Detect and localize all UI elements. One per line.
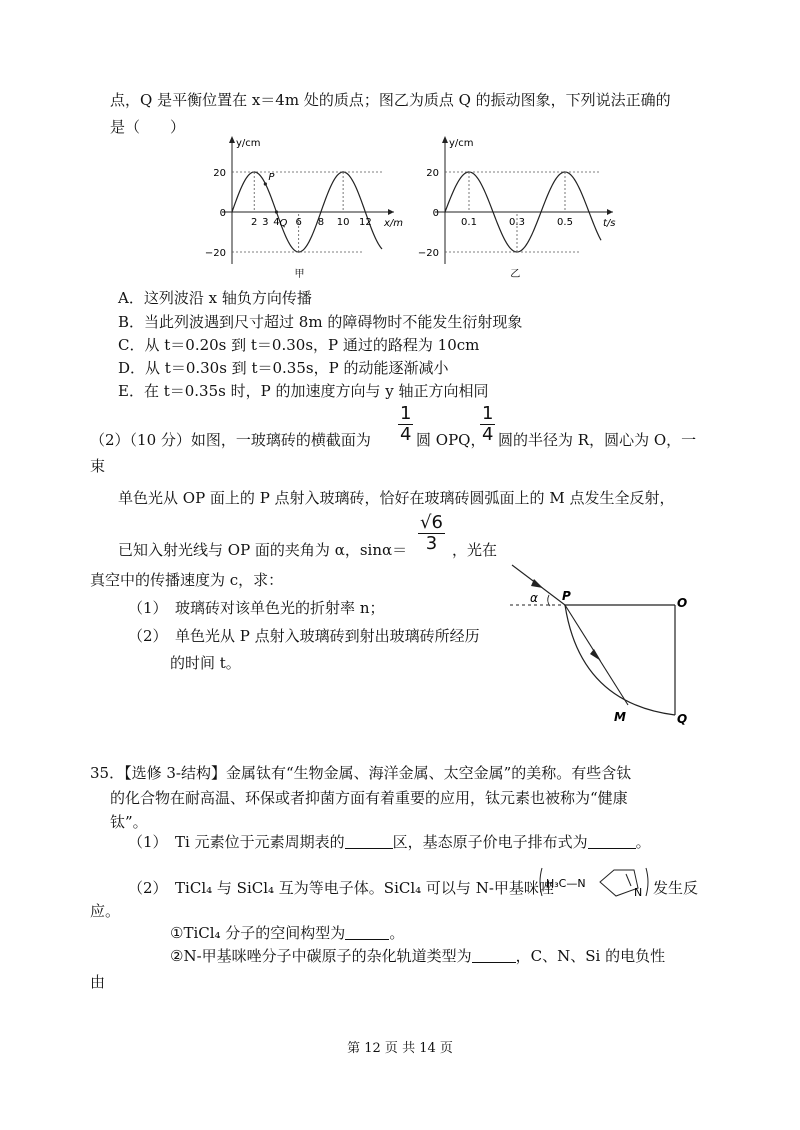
point-q [275,210,278,213]
x-tick-label: 0.1 [461,217,477,228]
struct-open-paren [540,868,542,896]
chem-sub1 [170,922,404,944]
glass-line5: 真空中的传播速度为 c，求： [90,571,284,589]
glass-q2-b: 的时间 t。 [170,654,241,672]
imidazole-ring [600,870,638,896]
answer-blank-shape[interactable] [345,925,389,940]
chem-line1: 35．【选修 3-结构】金属钛有“生物金属、海洋金属、太空金属”的美称。有些含钛 [90,764,632,782]
chem-q1-c: 。 [635,833,651,851]
chem-line2: 的化合物在耐高温、环保或者抑菌方面有着重要的应用，钛元素也被称为“健康 [110,789,628,807]
frac-num: 1 [400,403,412,424]
x-tick-label: 6 [295,217,302,228]
y-axis-arrow-icon [229,136,235,143]
struct-close-paren [646,868,648,896]
alpha-arc [548,595,550,606]
glass-q2-a: （2） 单色光从 P 点射入玻璃砖到射出玻璃砖所经历 [128,627,480,645]
struct-ch3-label: H₃C—N [546,877,586,890]
point-label-q: Q [279,218,288,229]
chart-yi-plot [418,136,616,280]
option-c: C．从 t＝0.20s 到 t＝0.30s，P 通过的路程为 10cm [118,336,480,354]
y-tick-label: −20 [417,248,439,259]
option-d: D．从 t＝0.30s 到 t＝0.35s，P 的动能逐渐减小 [118,359,449,377]
chem-sub2-c: 由 [90,973,106,991]
x-tick-label: 8 [317,217,325,228]
chem-line3: 钛”。 [110,813,148,831]
x-tick-label: 10 [336,217,350,228]
glass-line3: 单色光从 OP 面上的 P 点射入玻璃砖，恰好在玻璃砖圆弧面上的 M 点发生全反射， [118,489,675,507]
answer-blank-hybrid[interactable] [472,948,516,963]
wave-intro-line1: 点，Q 是平衡位置在 x＝4m 处的质点；图乙为质点 Q 的振动图象，下列说法正确的 [110,91,671,109]
chart-caption: 乙 [510,269,521,280]
y-tick-label: 0 [432,208,439,219]
point-label-p: P [268,172,275,183]
chem-q1 [128,831,651,853]
glass-q1: （1） 玻璃砖对该单色光的折射率 n； [128,599,385,617]
label-alpha: α [530,591,538,605]
answer-blank-block[interactable] [345,834,393,849]
vibration-chart-yi [415,130,630,280]
wave-chart-jia [200,130,420,280]
label-q: Q [677,712,688,726]
label-p: P [562,589,571,603]
glass-line1-b: 圆 OPQ， [416,431,486,449]
chem-q2-c: 应。 [90,902,121,920]
x-axis-arrow-icon [388,209,394,215]
x-axis-arrow-icon [607,209,613,215]
sin-alpha-fraction [418,513,445,554]
option-a: A．这列波沿 x 轴负方向传播 [118,289,312,307]
y-axis-label: y/cm [236,138,261,149]
chem-sub1-b: 。 [389,924,405,942]
x-tick-label: 0.3 [509,217,525,228]
page-footer: 第 12 页 共 14 页 [347,1041,453,1056]
chem-sub1-a: ①TiCl₄ 分子的空间构型为 [170,924,346,942]
option-b: B．当此列波遇到尺寸超过 8m 的障碍物时不能发生衍射现象 [118,313,523,331]
chem-q2-a: （2） TiCl₄ 与 SiCl₄ 互为等电子体。SiCl₄ 可以与 N-甲基咪唑 [128,879,554,897]
ring-double-bond [626,874,631,886]
struct-n-label: N [634,886,643,899]
glass-line1-a: （2）（10 分）如图，一玻璃砖的横截面为 [90,431,371,449]
arc-face [565,605,675,715]
label-m: M [614,710,626,724]
wave-intro-line2: 是（ ） [110,118,186,136]
x-tick-label: 3 [262,217,269,228]
sqrt-num: √6 [420,512,443,533]
x-tick-label: 2 [251,217,258,228]
frac-den: 4 [400,424,412,445]
x-tick-label: 12 [358,217,372,228]
x-tick-label: 4 [273,217,280,228]
glass-line2: 束 [90,457,106,475]
chem-sub2-a: ②N-甲基咪唑分子中碳原子的杂化轨道类型为 [170,947,472,965]
sqrt-den: 3 [425,533,438,554]
chem-q1-b: 区，基态原子价电子排布式为 [392,833,588,851]
y-tick-label: 0 [219,208,226,219]
frac-num: 1 [482,403,494,424]
frac-den: 4 [482,424,494,445]
chart-caption: 甲 [294,269,305,280]
x-tick-label: 0.5 [557,217,573,228]
quarter-fraction-2 [480,404,495,445]
chem-q1-a: （1） Ti 元素位于元素周期表的 [128,833,345,851]
chem-sub2 [170,945,665,967]
glass-line1-c: 圆的半径为 R，圆心为 O，一 [498,431,697,449]
chem-sub2-b: ，C、N、Si 的电负性 [515,947,666,965]
glass-brick-diagram [500,555,710,730]
y-tick-label: −20 [204,248,226,259]
y-tick-label: 20 [426,168,439,179]
y-axis-label: y/cm [449,138,474,149]
x-axis-label: x/m [384,218,404,229]
quarter-fraction-1 [398,404,413,445]
y-tick-label: 20 [213,168,226,179]
glass-line4-b: ，光在 [452,541,498,559]
chem-q2-b: 发生反 [653,879,699,897]
x-axis-label: t/s [603,218,616,229]
y-axis-arrow-icon [442,136,448,143]
option-e: E．在 t＝0.35s 时，P 的加速度方向与 y 轴正方向相同 [118,382,489,400]
point-p [264,182,267,185]
glass-line4-a: 已知入射光线与 OP 面的夹角为 α，sinα＝ [118,541,408,559]
chart-jia-plot [205,136,403,280]
refracted-arrow-icon [590,649,601,661]
n-methylimidazole-structure [538,862,656,904]
label-o: O [677,596,688,610]
answer-blank-config[interactable] [588,834,636,849]
